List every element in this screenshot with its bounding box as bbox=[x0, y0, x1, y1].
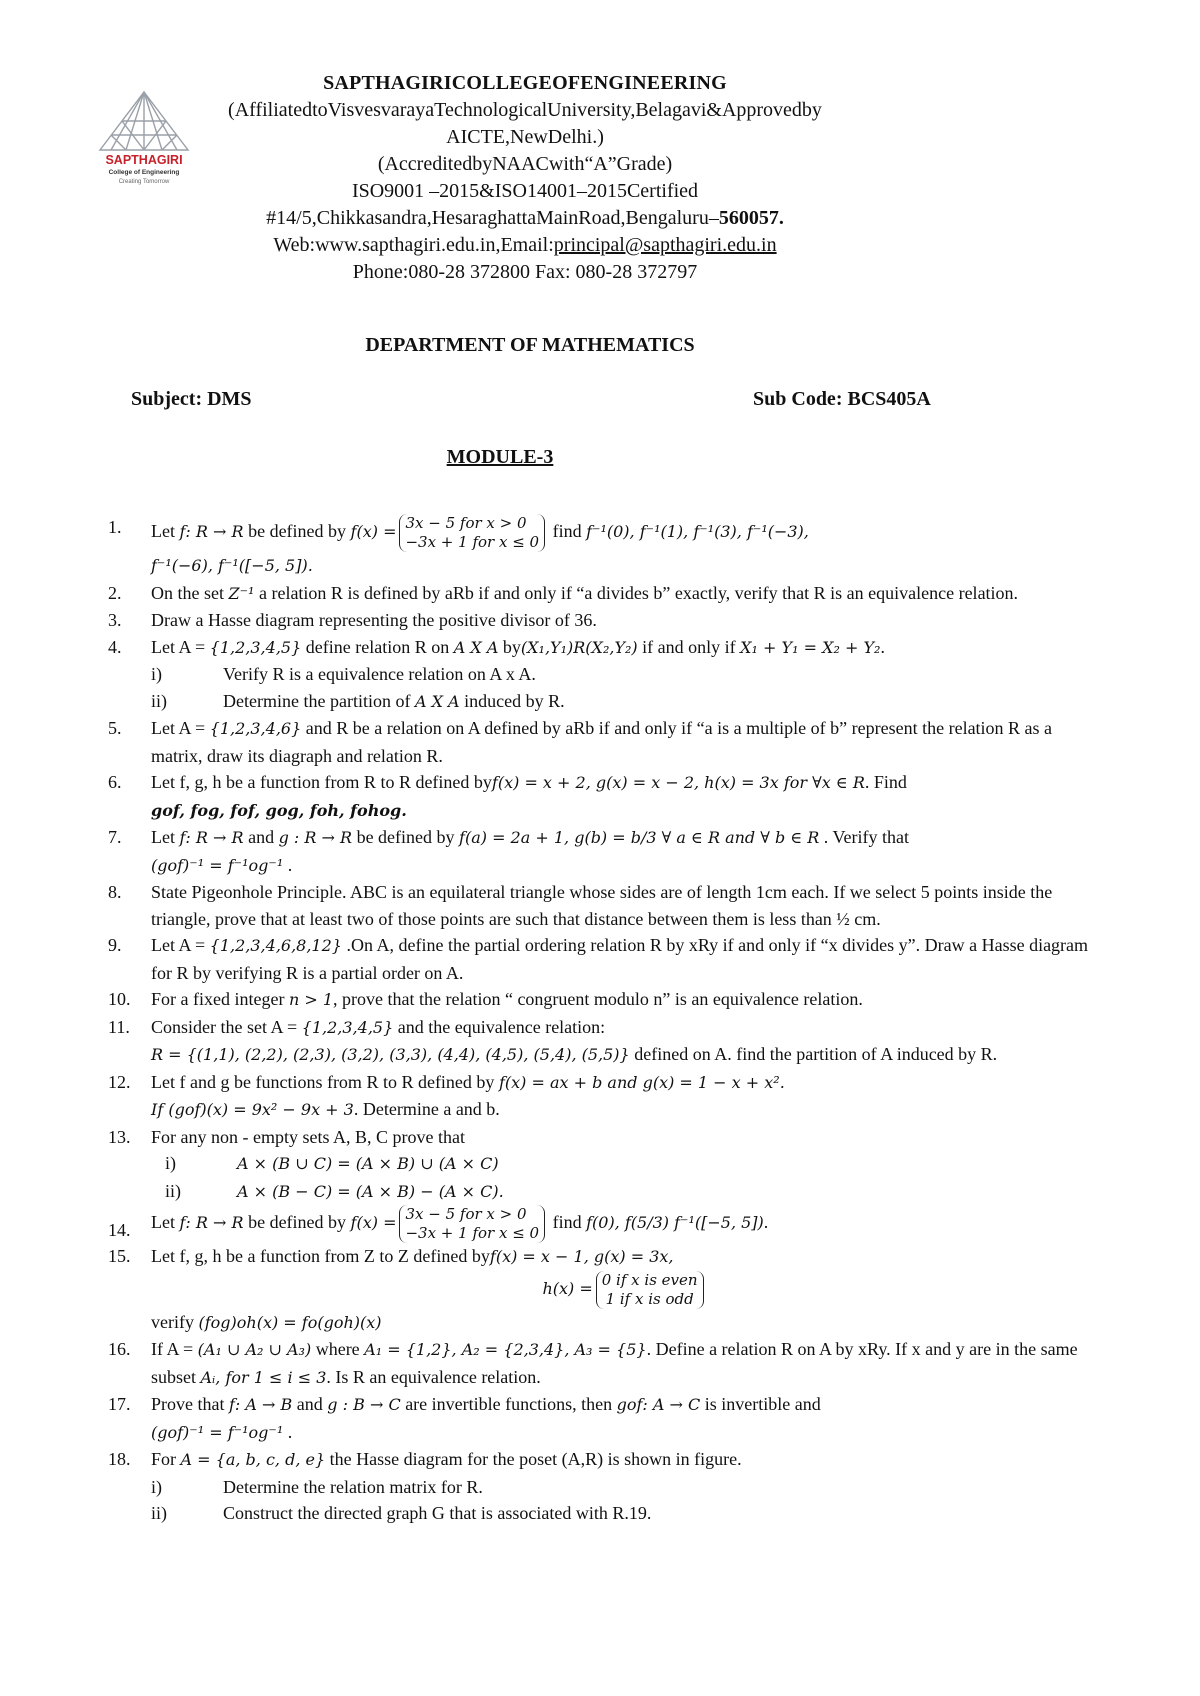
math: X₁ + Y₁ = X₂ + Y₂ bbox=[740, 637, 881, 657]
math: (gof)⁻¹ = f⁻¹og⁻¹ bbox=[151, 1422, 284, 1442]
text: find bbox=[548, 521, 587, 542]
text: For any non - empty sets A, B, C prove that bbox=[151, 1126, 465, 1147]
address-text: #14/5,Chikkasandra,HesaraghattaMainRoad,Bengaluru– bbox=[266, 207, 719, 229]
roman-numeral: ii) bbox=[151, 1503, 167, 1523]
question-number: 6. bbox=[108, 772, 122, 792]
math: {1,2,3,4,5} bbox=[209, 637, 302, 657]
text: . Find bbox=[864, 772, 907, 792]
text: Let f, g, h be a function from Z to Z defined by bbox=[151, 1246, 490, 1266]
question-17 bbox=[108, 1391, 1098, 1446]
question-number: 13. bbox=[108, 1126, 131, 1147]
question-number: 7. bbox=[108, 827, 122, 847]
piecewise-h bbox=[151, 1271, 1098, 1309]
sub-question bbox=[151, 1500, 1098, 1527]
question-5 bbox=[108, 715, 1098, 769]
math: f(a) = 2a + 1, g(b) = b/3 ∀ a ∈ R and ∀ b ∈ R bbox=[459, 828, 820, 847]
question-16 bbox=[108, 1336, 1098, 1391]
math: f(x) = x − 1, g(x) = 3x, bbox=[489, 1247, 674, 1266]
math: h(x) = bbox=[542, 1278, 593, 1298]
text: On the set bbox=[151, 582, 229, 603]
question-10 bbox=[108, 986, 1098, 1014]
piece-1: 0 if x is even bbox=[601, 1270, 698, 1289]
piecewise-brace bbox=[596, 1271, 704, 1309]
math: f(x) = x + 2, g(x) = x − 2, h(x) = 3x for ∀x ∈ R bbox=[491, 773, 865, 792]
accreditation-line: (AccreditedbyNAACwith“A”Grade) bbox=[377, 153, 673, 175]
math: R = {(1,1), (2,2), (2,3), (3,2), (3,3), (4,4), (4,5), (5,4), (5,5)} bbox=[151, 1045, 630, 1064]
question-number: 10. bbox=[108, 989, 131, 1009]
text: . bbox=[880, 636, 885, 657]
math: f⁻¹(−6), f⁻¹([−5, 5]). bbox=[151, 556, 313, 575]
module-title: MODULE-3 bbox=[446, 446, 554, 468]
text: , prove that the relation “ congruent modulo n” is an equivalence relation. bbox=[333, 989, 863, 1009]
text: . Define a relation R on A by xRy. If x and y are in the same subset bbox=[151, 1339, 1078, 1387]
text: are invertible functions, then bbox=[400, 1394, 617, 1414]
roman-numeral: i) bbox=[151, 664, 162, 684]
text: be defined by bbox=[352, 827, 460, 847]
text: defined on A. find the partition of A induced by R. bbox=[629, 1044, 998, 1064]
text: and bbox=[292, 1394, 328, 1414]
text: is invertible and bbox=[700, 1394, 821, 1414]
math: {1,2,3,4,5} bbox=[301, 1017, 394, 1037]
address-pin: 560057. bbox=[718, 207, 784, 229]
text: . bbox=[763, 1212, 769, 1233]
department-title: DEPARTMENT OF MATHEMATICS bbox=[365, 334, 695, 356]
question-6 bbox=[108, 769, 1098, 824]
math: If (gof)(x) = 9x² − 9x + 3 bbox=[151, 1100, 354, 1119]
text: If A = bbox=[151, 1339, 198, 1359]
question-12 bbox=[108, 1069, 1098, 1124]
question-14 bbox=[108, 1205, 1098, 1243]
math: {1,2,3,4,6} bbox=[209, 719, 302, 738]
text: Consider the set A = bbox=[151, 1016, 302, 1037]
question-number: 18. bbox=[108, 1449, 131, 1469]
text: Let bbox=[151, 1212, 180, 1233]
math: f(x) = bbox=[350, 1213, 397, 1233]
college-logo bbox=[96, 88, 192, 192]
text: the Hasse diagram for the poset (A,R) is shown in figure. bbox=[325, 1449, 742, 1469]
text: define relation R on bbox=[301, 636, 454, 657]
math: Z⁻¹ bbox=[228, 583, 255, 603]
math: gof, fog, fof, gog, foh, fohog. bbox=[151, 800, 407, 820]
college-name: SAPTHAGIRICOLLEGEOFENGINEERING bbox=[323, 72, 727, 94]
question-number: 16. bbox=[108, 1339, 131, 1359]
math: A × (B ∪ C) = (A × B) ∪ (A × C) bbox=[237, 1154, 499, 1173]
affiliation-line-2: AICTE,NewDelhi.) bbox=[446, 126, 604, 148]
math: Aᵢ, for 1 ≤ i ≤ 3 bbox=[200, 1367, 327, 1387]
math: f: R → R bbox=[179, 1213, 244, 1233]
question-number: 11. bbox=[108, 1016, 130, 1037]
math: A X A bbox=[414, 691, 460, 711]
roman-numeral: i) bbox=[165, 1153, 176, 1173]
text: . bbox=[283, 1421, 293, 1442]
math: f: R → R bbox=[179, 522, 244, 542]
question-9 bbox=[108, 932, 1098, 986]
sub-code-label: Sub Code: BCS405A bbox=[753, 388, 931, 410]
question-number: 9. bbox=[108, 935, 122, 955]
piece-1: 3x − 5 for x > 0 bbox=[405, 514, 527, 532]
text: Let bbox=[151, 521, 180, 542]
question-number: 2. bbox=[108, 582, 122, 603]
question-number: 15. bbox=[108, 1246, 131, 1266]
text: where bbox=[311, 1339, 365, 1359]
text: Determine the partition of bbox=[223, 690, 415, 711]
roman-numeral: ii) bbox=[165, 1180, 181, 1201]
text: .On A, define the partial ordering relation R by xRy if and only if “x divides y”. Draw a Hasse diagram for R by verifying R is a partial order on A. bbox=[151, 935, 1089, 983]
sub-question bbox=[151, 688, 1098, 716]
text: if and only if bbox=[637, 636, 741, 657]
question-number: 8. bbox=[108, 882, 122, 902]
sub-question bbox=[151, 661, 1098, 688]
math: (A₁ ∪ A₂ ∪ A₃) bbox=[197, 1340, 312, 1359]
math: A = {a, b, c, d, e} bbox=[180, 1450, 326, 1469]
text: Let A = bbox=[151, 935, 210, 955]
piece-2: 1 if x is odd bbox=[605, 1289, 694, 1308]
text: a relation R is defined by aRb if and only if “a divides b” exactly, verify that R is an equivalence relation. bbox=[254, 582, 1019, 603]
text: Draw a Hasse diagram representing the positive divisor of 36. bbox=[151, 610, 597, 630]
roman-numeral: i) bbox=[151, 1476, 162, 1497]
text: . Verify that bbox=[819, 827, 909, 847]
text: induced by R. bbox=[459, 690, 565, 711]
svg-text:College of Engineering: College of Engineering bbox=[108, 169, 180, 176]
text: Verify R is a equivalence relation on A x A. bbox=[223, 664, 536, 684]
roman-numeral: ii) bbox=[151, 690, 167, 711]
math: A₁ = {1,2}, A₂ = {2,3,4}, A₃ = {5} bbox=[364, 1340, 647, 1359]
math: f(0), f(5/3) f⁻¹([−5, 5]) bbox=[586, 1213, 764, 1233]
text: and R be a relation on A defined by aRb if and only if “a is a multiple of b” represent the relation R as a matrix, draw its diagraph and relation R. bbox=[151, 718, 1053, 766]
math: f(x) = ax + b and g(x) = 1 − x + x². bbox=[498, 1072, 785, 1092]
piece-2: −3x + 1 for x ≤ 0 bbox=[405, 1224, 540, 1242]
text: . Is R an equivalence relation. bbox=[326, 1366, 541, 1387]
question-number: 3. bbox=[108, 610, 122, 630]
svg-text:SAPTHAGIRI: SAPTHAGIRI bbox=[105, 153, 183, 167]
math: f: R → R bbox=[179, 828, 244, 847]
math: A × (B − C) = (A × B) − (A × C). bbox=[237, 1181, 504, 1201]
question-1 bbox=[108, 514, 1098, 580]
piece-2: −3x + 1 for x ≤ 0 bbox=[405, 533, 540, 551]
text: State Pigeonhole Principle. ABC is an equilateral triangle whose sides are of length 1cm each. If we select 5 points inside the triangle, prove that at least two of those points are such that distance between them is less than ½ cm. bbox=[151, 882, 1053, 929]
math: gof: A → C bbox=[616, 1395, 701, 1414]
math: (X₁,Y₁)R(X₂,Y₂) bbox=[520, 637, 638, 657]
question-13 bbox=[108, 1124, 1098, 1206]
text: and the equivalence relation: bbox=[393, 1016, 606, 1037]
question-11 bbox=[108, 1014, 1098, 1069]
question-number: 4. bbox=[108, 636, 122, 657]
question-2 bbox=[108, 580, 1098, 608]
question-15 bbox=[108, 1243, 1098, 1336]
text: find bbox=[548, 1212, 587, 1233]
math: {1,2,3,4,6,8,12} bbox=[209, 936, 342, 955]
text: For a fixed integer bbox=[151, 989, 289, 1009]
text: and bbox=[243, 827, 279, 847]
math: f(x) = bbox=[350, 522, 397, 542]
math: A X A bbox=[453, 637, 499, 657]
question-number: 1. bbox=[108, 517, 122, 537]
question-list bbox=[108, 514, 1098, 1527]
question-3 bbox=[108, 607, 1098, 634]
sub-question bbox=[151, 1474, 1098, 1501]
phone-line: Phone:080-28 372800 Fax: 080-28 372797 bbox=[352, 261, 698, 283]
question-number: 17. bbox=[108, 1394, 131, 1414]
piecewise-brace bbox=[399, 1205, 545, 1243]
piecewise-brace bbox=[399, 514, 545, 552]
subject-label: Subject: DMS bbox=[131, 388, 252, 410]
text: be defined by bbox=[243, 521, 351, 542]
email-link[interactable]: principal@sapthagiri.edu.in bbox=[553, 234, 777, 256]
question-8 bbox=[108, 879, 1098, 932]
web-line bbox=[215, 232, 835, 259]
text: Determine the relation matrix for R. bbox=[223, 1476, 483, 1497]
text: Prove that bbox=[151, 1394, 229, 1414]
text: . bbox=[283, 854, 293, 875]
text: verify bbox=[151, 1311, 199, 1332]
text: Let A = bbox=[151, 718, 210, 738]
question-number: 5. bbox=[108, 718, 122, 738]
text: Let bbox=[151, 827, 180, 847]
text: Let f, g, h be a function from R to R defined by bbox=[151, 772, 492, 792]
college-header bbox=[215, 70, 835, 286]
affiliation-line-1: (AffiliatedtoVisvesvarayaTechnologicalUniversity,Belagavi&Approvedby bbox=[228, 99, 822, 121]
text: by bbox=[498, 636, 521, 657]
text: . Determine a and b. bbox=[353, 1099, 500, 1119]
iso-line: ISO9001 –2015&ISO14001–2015Certified bbox=[351, 180, 699, 202]
question-18 bbox=[108, 1446, 1098, 1527]
math: f⁻¹(0), f⁻¹(1), f⁻¹(3), f⁻¹(−3), bbox=[586, 522, 809, 542]
text: Let f and g be functions from R to R defined by bbox=[151, 1071, 499, 1092]
text: For bbox=[151, 1449, 181, 1469]
sub-question bbox=[151, 1150, 1098, 1178]
text: Construct the directed graph G that is associated with R.19. bbox=[223, 1503, 652, 1523]
question-number: 12. bbox=[108, 1071, 131, 1092]
question-4 bbox=[108, 634, 1098, 716]
address-line bbox=[215, 205, 835, 232]
math: f: A → B bbox=[229, 1395, 293, 1414]
svg-text:Creating Tomorrow: Creating Tomorrow bbox=[118, 179, 170, 185]
math: g : R → R bbox=[278, 828, 353, 847]
sub-question bbox=[151, 1178, 1098, 1206]
text: Let A = bbox=[151, 636, 210, 657]
question-number: 14. bbox=[108, 1220, 131, 1240]
piece-1: 3x − 5 for x > 0 bbox=[405, 1205, 527, 1223]
math: (fog)oh(x) = fo(goh)(x) bbox=[198, 1312, 382, 1332]
math: g : B → C bbox=[327, 1395, 401, 1414]
text: be defined by bbox=[243, 1212, 351, 1233]
question-7 bbox=[108, 824, 1098, 879]
math: (gof)⁻¹ = f⁻¹og⁻¹ bbox=[151, 855, 284, 875]
math: n > 1 bbox=[288, 990, 334, 1009]
web-text: Web:www.sapthagiri.edu.in,Email: bbox=[273, 234, 554, 256]
